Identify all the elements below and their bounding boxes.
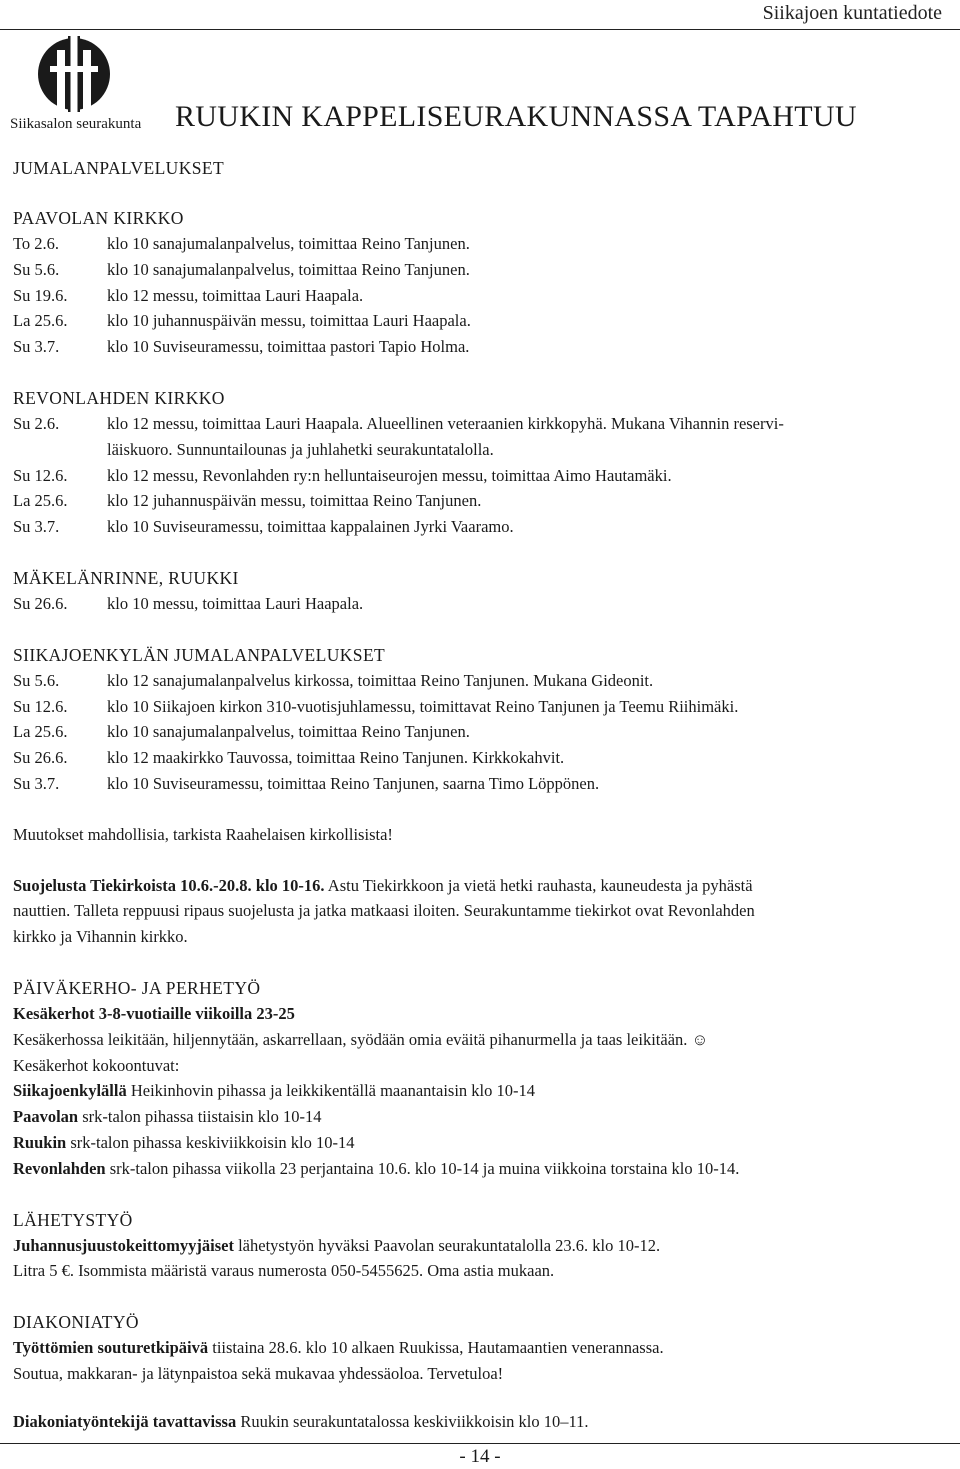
content bbox=[13, 152, 953, 1435]
event-desc: klo 12 messu, toimittaa Lauri Haapala. Alueellinen veteraanien kirkkopyhä. Mukana Vihannin reservi- bbox=[107, 413, 784, 433]
lahetystyo-text: Litra 5 €. Isommista määristä varaus numerosta 050-5455625. Oma astia mukaan. bbox=[13, 1261, 555, 1281]
event-row bbox=[13, 231, 953, 257]
diakoniatyo-text: Soutua, makkaran- ja lätynpaistoa sekä mukavaa yhdessäoloa. Tervetuloa! bbox=[13, 1363, 504, 1383]
paivakerho-text: Kesäkerhot kokoontuvat: bbox=[13, 1055, 180, 1075]
tiekirkko-text: Astu Tiekirkkoon ja vietä hetki rauhasta, kauneudesta ja pyhästä bbox=[324, 875, 753, 895]
tiekirkko-text: kirkko ja Vihannin kirkko. bbox=[13, 927, 188, 947]
place-info: srk-talon pihassa tiistaisin klo 10-14 bbox=[78, 1107, 322, 1127]
siikajoenkyla-events bbox=[13, 668, 953, 797]
event-row bbox=[13, 591, 953, 617]
changes-notice: Muutokset mahdollisia, tarkista Raahelaisen kirkollisista! bbox=[13, 824, 393, 844]
event-date: Su 12.6. bbox=[13, 465, 68, 485]
publication-name: Siikajoen kuntatiedote bbox=[762, 2, 942, 24]
place-name: Ruukin bbox=[13, 1132, 67, 1152]
event-desc: klo 10 messu, toimittaa Lauri Haapala. bbox=[107, 593, 364, 613]
event-date: Su 12.6. bbox=[13, 696, 68, 716]
event-desc: klo 12 sanajumalanpalvelus kirkossa, toimittaa Reino Tanjunen. Mukana Gideonit. bbox=[107, 670, 654, 690]
section-heading-revonlahti: REVONLAHDEN KIRKKO bbox=[13, 387, 225, 408]
event-desc: klo 10 sanajumalanpalvelus, toimittaa Reino Tanjunen. bbox=[107, 259, 470, 279]
section-heading-paivakerho: PÄIVÄKERHO- JA PERHETYÖ bbox=[13, 977, 261, 998]
logo-text: Siikasalon seurakunta bbox=[10, 116, 142, 132]
paivakerho-text: Kesäkerhossa leikitään, hiljennytään, askarrellaan, syödään omia eväitä pihanurmella ja taas leikitään. ☺ bbox=[13, 1029, 709, 1049]
event-row bbox=[13, 514, 953, 540]
event-row bbox=[13, 488, 953, 514]
place-row bbox=[13, 1130, 953, 1156]
diakoniatyo-title: Diakoniatyöntekijä tavattavissa bbox=[13, 1411, 237, 1431]
page-title: RUUKIN KAPPELISEURAKUNNASSA TAPAHTUU bbox=[175, 100, 857, 133]
diakoniatyo-text: tiistaina 28.6. klo 10 alkaen Ruukissa, Hautamaantien venerannassa. bbox=[208, 1338, 664, 1358]
event-row bbox=[13, 283, 953, 309]
section-heading-makelanrinne: MÄKELÄNRINNE, RUUKKI bbox=[13, 567, 239, 588]
event-row bbox=[13, 771, 953, 797]
parish-logo bbox=[10, 36, 160, 136]
place-row bbox=[13, 1078, 953, 1104]
place-name: Siikajoenkylällä bbox=[13, 1081, 127, 1101]
paivakerho-subheading-line bbox=[13, 1001, 953, 1027]
section-heading-lahetystyo: LÄHETYSTYÖ bbox=[13, 1209, 133, 1230]
event-date: La 25.6. bbox=[13, 311, 68, 331]
place-info: Heikinhovin pihassa ja leikkikentällä maanantaisin klo 10-14 bbox=[126, 1081, 535, 1101]
event-desc: klo 10 Suviseuramessu, toimittaa pastori Tapio Holma. bbox=[107, 337, 470, 357]
revonlahti-events bbox=[13, 411, 953, 540]
place-name: Paavolan bbox=[13, 1107, 79, 1127]
diakoniatyo-line bbox=[13, 1409, 953, 1435]
section-heading-diakoniatyo: DIAKONIATYÖ bbox=[13, 1312, 139, 1333]
event-date: Su 3.7. bbox=[13, 517, 60, 537]
event-row bbox=[13, 719, 953, 745]
event-row bbox=[13, 411, 953, 437]
event-desc-continued: läiskuoro. Sunnuntailounas ja juhlahetki seurakuntatalolla. bbox=[107, 439, 494, 459]
page-footer bbox=[0, 1443, 960, 1469]
event-desc: klo 12 maakirkko Tauvossa, toimittaa Reino Tanjunen. Kirkkokahvit. bbox=[107, 748, 565, 768]
event-date: Su 26.6. bbox=[13, 593, 68, 613]
tiekirkko-paragraph bbox=[13, 873, 953, 950]
event-desc: klo 10 Suviseuramessu, toimittaa kappalainen Jyrki Vaaramo. bbox=[107, 517, 514, 537]
event-desc: klo 10 sanajumalanpalvelus, toimittaa Reino Tanjunen. bbox=[107, 722, 470, 742]
section-heading-jumalanpalvelukset: JUMALANPALVELUKSET bbox=[13, 158, 225, 178]
event-row bbox=[13, 694, 953, 720]
section-heading-paavola: PAAVOLAN KIRKKO bbox=[13, 208, 184, 228]
cross-logo-icon bbox=[36, 36, 112, 112]
event-desc: klo 12 messu, toimittaa Lauri Haapala. bbox=[107, 285, 364, 305]
event-date: Su 2.6. bbox=[13, 413, 60, 433]
event-row bbox=[13, 745, 953, 771]
diakoniatyo-text: Ruukin seurakuntatalossa keskiviikkoisin klo 10–11. bbox=[236, 1411, 589, 1431]
section-heading-siikajoenkyla: SIIKAJOENKYLÄN JUMALANPALVELUKSET bbox=[13, 644, 386, 665]
tiekirkko-title: Suojelusta Tiekirkoista 10.6.-20.8. klo 10-16. bbox=[13, 875, 325, 895]
lahetystyo-text: lähetystyön hyväksi Paavolan seurakuntatalolla 23.6. klo 10-12. bbox=[233, 1235, 661, 1255]
event-row bbox=[13, 257, 953, 283]
event-row bbox=[13, 668, 953, 694]
event-desc: klo 10 sanajumalanpalvelus, toimittaa Reino Tanjunen. bbox=[107, 234, 470, 253]
event-row bbox=[13, 308, 953, 334]
place-name: Revonlahden bbox=[13, 1158, 106, 1178]
place-info: srk-talon pihassa viikolla 23 perjantaina 10.6. klo 10-14 ja muina viikkoina torstaina klo 10-14. bbox=[105, 1158, 740, 1178]
event-date: Su 3.7. bbox=[13, 773, 60, 793]
tiekirkko-text: nauttien. Talleta reppuusi ripaus suojelusta ja jatka matkaasi iloiten. Seurakuntamme tiekirkot ovat Revonlahden bbox=[13, 901, 755, 921]
place-row bbox=[13, 1156, 953, 1182]
event-date: La 25.6. bbox=[13, 722, 68, 742]
event-date: To 2.6. bbox=[13, 234, 60, 253]
running-header bbox=[0, 0, 960, 30]
lahetystyo-line bbox=[13, 1233, 953, 1259]
event-row bbox=[13, 463, 953, 489]
event-date: La 25.6. bbox=[13, 491, 68, 511]
event-desc: klo 12 messu, Revonlahden ry:n helluntaiseurojen messu, toimittaa Aimo Hautamäki. bbox=[107, 465, 672, 485]
place-info: srk-talon pihassa keskiviikkoisin klo 10-14 bbox=[66, 1132, 355, 1152]
event-row bbox=[13, 334, 953, 360]
event-desc: klo 10 Siikajoen kirkon 310-vuotisjuhlamessu, toimittavat Reino Tanjunen ja Teemu Riihimäki. bbox=[107, 696, 739, 716]
paavola-events bbox=[13, 231, 953, 360]
event-desc: klo 12 juhannuspäivän messu, toimittaa Reino Tanjunen. bbox=[107, 491, 482, 511]
paivakerho-subheading: Kesäkerhot 3-8-vuotiaille viikoilla 23-25 bbox=[13, 1003, 295, 1023]
event-date: Su 3.7. bbox=[13, 337, 60, 357]
diakoniatyo-title: Työttömien souturetkipäivä bbox=[13, 1338, 209, 1358]
diakoniatyo-line bbox=[13, 1335, 953, 1361]
tiekirkko-line bbox=[13, 873, 953, 899]
event-date: Su 5.6. bbox=[13, 259, 60, 279]
place-row bbox=[13, 1104, 953, 1130]
page-number: - 14 - bbox=[459, 1446, 501, 1467]
event-desc: klo 10 juhannuspäivän messu, toimittaa Lauri Haapala. bbox=[107, 311, 471, 331]
event-desc: klo 10 Suviseuramessu, toimittaa Reino Tanjunen, saarna Timo Löppönen. bbox=[107, 773, 600, 793]
lahetystyo-title: Juhannusjuustokeittomyyjäiset bbox=[13, 1235, 234, 1255]
event-date: Su 5.6. bbox=[13, 670, 60, 690]
event-date: Su 26.6. bbox=[13, 748, 68, 768]
event-date: Su 19.6. bbox=[13, 285, 68, 305]
